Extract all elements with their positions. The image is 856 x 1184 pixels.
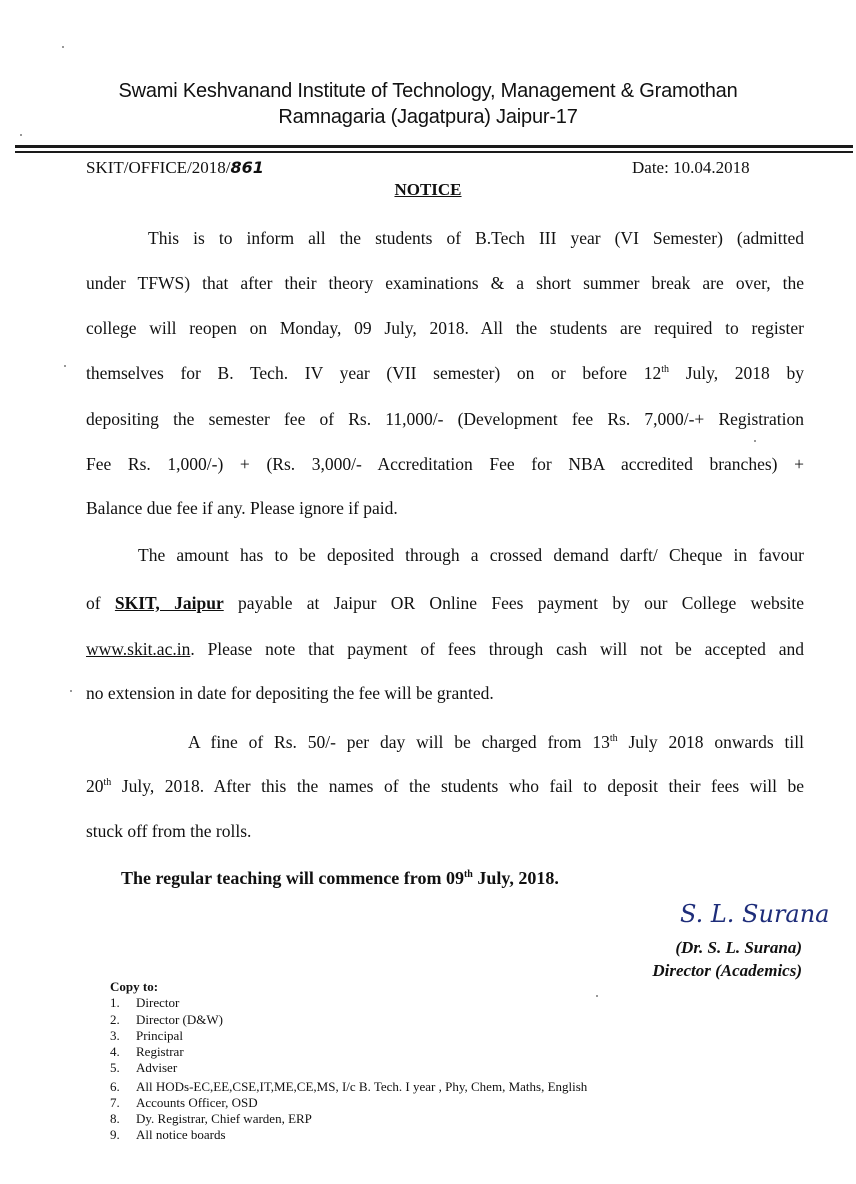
signatory-designation: Director (Academics) — [652, 961, 802, 980]
copy-to-recipient: Director (D&W) — [136, 1012, 223, 1027]
reference-handwritten: 861 — [230, 158, 264, 177]
para1-line4-sup: th — [661, 364, 670, 376]
copy-to-number: 1. — [110, 995, 120, 1010]
reference-printed: SKIT/OFFICE/2018/ — [86, 158, 231, 177]
copy-to-number: 4. — [110, 1044, 120, 1059]
para2-line1: The amount has to be deposited through a crossed demand darft/ Cheque in favour — [138, 545, 804, 565]
reference-number — [86, 158, 264, 178]
copy-to-item — [110, 1060, 177, 1076]
copy-to-item — [110, 1079, 587, 1095]
para3-line1-sup: th — [609, 733, 618, 745]
copy-to-number: 3. — [110, 1028, 120, 1043]
para3-line2-end: July, 2018. After this the names of the students who fail to deposit their fees will be — [111, 776, 804, 796]
para1-line7: Balance due fee if any. Please ignore if paid. — [86, 498, 398, 518]
notice-title: NOTICE — [394, 180, 462, 199]
notice-date: Date: 10.04.2018 — [632, 158, 750, 177]
copy-to-heading: Copy to: — [110, 979, 159, 994]
copy-to-number: 6. — [110, 1079, 120, 1094]
header-rule-thick — [15, 145, 853, 148]
para3-line1-text: A fine of Rs. 50/- per day will be charged from 13 — [188, 732, 610, 752]
copy-to-number: 7. — [110, 1095, 120, 1110]
para2-line3 — [86, 638, 804, 660]
para1-line3: college will reopen on Monday, 09 July, 2018. All the students are required to register — [86, 318, 804, 338]
copy-to-item — [110, 1028, 183, 1044]
copy-to-recipient: Director — [136, 995, 180, 1010]
para2-line4: no extension in date for depositing the fee will be granted. — [86, 683, 494, 703]
para3-line1 — [188, 731, 804, 753]
copy-to-item — [110, 1044, 184, 1060]
copy-to-number: 8. — [110, 1111, 120, 1126]
handwritten-signature: S. L. Surana — [680, 900, 830, 928]
copy-to-item — [110, 1012, 223, 1028]
scan-speck — [20, 134, 22, 136]
para3-line2-sup: th — [103, 777, 112, 789]
copy-to-number: 2. — [110, 1012, 120, 1027]
copy-to-item — [110, 1127, 226, 1143]
para3-line2-start: 20 — [86, 776, 104, 796]
header-rule-thin — [15, 151, 853, 153]
payee-name: SKIT, Jaipur — [114, 593, 224, 613]
copy-to-recipient: Adviser — [136, 1060, 178, 1075]
para1-line4 — [86, 362, 804, 384]
para2-line3-end: . Please note that payment of fees through cash will not be accepted and — [190, 639, 804, 659]
copy-to-item — [110, 995, 179, 1011]
scan-speck — [596, 995, 598, 997]
copy-to-recipient: Accounts Officer, OSD — [136, 1095, 258, 1110]
para1-line6: Fee Rs. 1,000/-) + (Rs. 3,000/- Accreditation Fee for NBA accredited branches) + — [86, 454, 804, 474]
emphasis-end: July, 2018. — [472, 868, 559, 888]
para1-line5: depositing the semester fee of Rs. 11,000/- (Development fee Rs. 7,000/-+ Registration — [86, 409, 804, 429]
para3-line1-end: July 2018 onwards till — [617, 732, 804, 752]
copy-to-recipient: All HODs-EC,EE,CSE,IT,ME,CE,MS, I/c B. Tech. I year , Phy, Chem, Maths, English — [136, 1079, 588, 1094]
teaching-commence-notice — [121, 867, 839, 889]
copy-to-number: 9. — [110, 1127, 120, 1142]
emphasis-sup: th — [463, 869, 473, 880]
college-website-link[interactable]: www.skit.ac.in — [86, 639, 191, 659]
para1-line4-text: themselves for B. Tech. IV year (VII semester) on or before 12 — [86, 363, 662, 383]
copy-to-number: 5. — [110, 1060, 120, 1075]
para2-line2 — [86, 592, 804, 614]
para2-line2-start: of — [86, 593, 115, 613]
institute-name: Swami Keshvanand Institute of Technology, Management & Gramothan — [118, 80, 738, 102]
copy-to-recipient: Registrar — [136, 1044, 184, 1059]
copy-to-item — [110, 1111, 312, 1127]
copy-to-recipient: All notice boards — [136, 1127, 226, 1142]
para1-line4-end: July, 2018 by — [669, 363, 804, 383]
para2-line2-end: payable at Jaipur OR Online Fees payment by our College website — [223, 593, 805, 613]
copy-to-recipient: Principal — [136, 1028, 183, 1043]
signatory-name: (Dr. S. L. Surana) — [675, 938, 802, 957]
institute-address: Ramnagaria (Jagatpura) Jaipur-17 — [278, 106, 578, 128]
copy-to-recipient: Dy. Registrar, Chief warden, ERP — [136, 1111, 312, 1126]
para3-line2 — [86, 775, 804, 797]
emphasis-text: The regular teaching will commence from 09 — [121, 868, 464, 888]
copy-to-item — [110, 1095, 258, 1111]
scan-speck — [64, 365, 66, 367]
para3-line3: stuck off from the rolls. — [86, 821, 252, 841]
scan-speck — [754, 440, 756, 442]
para1-line1: This is to inform all the students of B.Tech III year (VI Semester) (admitted — [148, 228, 804, 248]
scan-speck — [62, 46, 64, 48]
para1-line2: under TFWS) that after their theory examinations & a short summer break are over, the — [86, 273, 804, 293]
scan-speck — [70, 690, 72, 692]
